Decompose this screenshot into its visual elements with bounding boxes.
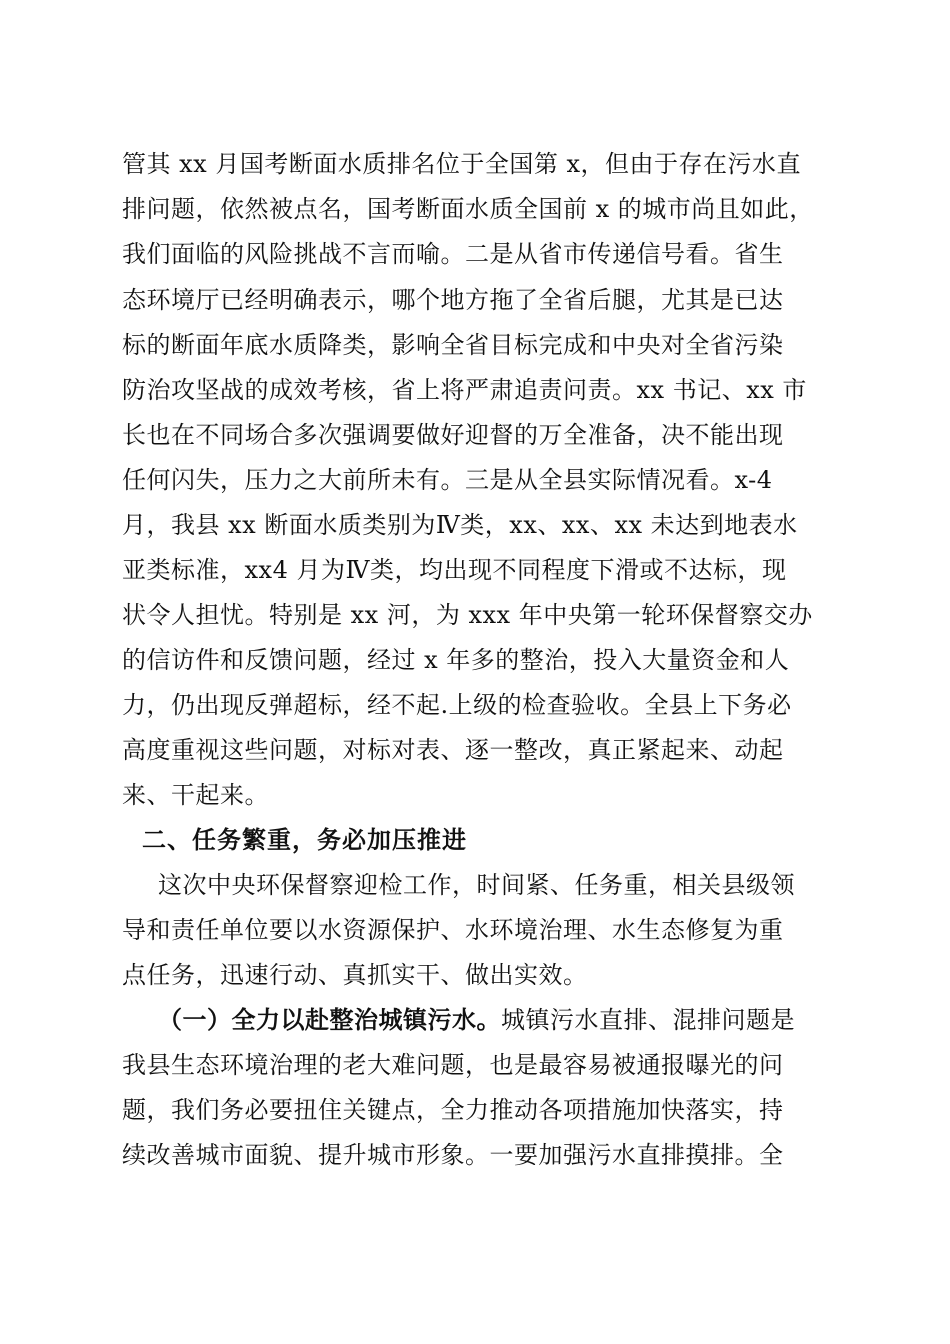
paragraph-line: 状令人担忧。特别是 xx 河，为 xxx 年中央第一轮环保督察交办 [122, 601, 813, 629]
paragraph-line: 我县生态环境治理的老大难问题，也是最容易被通报曝光的问 [122, 1051, 784, 1079]
paragraph-line: 点任务，迅速行动、真抓实干、做出实效。 [122, 961, 588, 989]
paragraph-line: 长也在不同场合多次强调要做好迎督的万全准备，决不能出现 [122, 421, 784, 449]
paragraph-line: 我们面临的风险挑战不言而喻。二是从省市传递信号看。省生 [122, 240, 784, 268]
paragraph-lead-heading: （一）全力以赴整治城镇污水。 [158, 1006, 501, 1034]
paragraph-line: 来、干起来。 [122, 781, 269, 809]
section-heading: 二、任务繁重，务必加压推进 [142, 826, 467, 854]
paragraph-line: 力，仍出现反弹超标，经不起.上级的检查验收。全县上下务必 [122, 691, 792, 719]
paragraph-line-rest: 城镇污水直排、混排问题是 [501, 1006, 795, 1034]
paragraph-line: 管其 xx 月国考断面水质排名位于全国第 x，但由于存在污水直 [122, 150, 801, 178]
paragraph-line: 防治攻坚战的成效考核，省上将严肃追责问责。xx 书记、xx 市 [122, 376, 807, 404]
paragraph-first-line [158, 1003, 795, 1037]
paragraph-line: 标的断面年底水质降类，影响全省目标完成和中央对全省污染 [122, 331, 784, 359]
paragraph-line: 这次中央环保督察迎检工作，时间紧、任务重，相关县级领 [158, 871, 795, 899]
paragraph-line: 导和责任单位要以水资源保护、水环境治理、水生态修复为重 [122, 916, 784, 944]
paragraph-line: 任何闪失，压力之大前所未有。三是从全县实际情况看。x-4 [122, 466, 773, 494]
paragraph-line: 高度重视这些问题，对标对表、逐一整改，真正紧起来、动起 [122, 736, 784, 764]
paragraph-line: 的信访件和反馈问题，经过 x 年多的整治，投入大量资金和人 [122, 646, 790, 674]
paragraph-line: 月，我县 xx 断面水质类别为Ⅳ类，xx、xx、xx 未达到地表水 [122, 511, 798, 539]
paragraph-line: 态环境厅已经明确表示，哪个地方拖了全省后腿，尤其是已达 [122, 286, 784, 314]
paragraph-line: 题，我们务必要扭住关键点，全力推动各项措施加快落实，持 [122, 1096, 784, 1124]
paragraph-line: 亚类标准，xx4 月为Ⅳ类，均出现不同程度下滑或不达标，现 [122, 556, 787, 584]
paragraph-line: 续改善城市面貌、提升城市形象。一要加强污水直排摸排。全 [122, 1141, 784, 1169]
paragraph-line: 排问题，依然被点名，国考断面水质全国前 x 的城市尚且如此， [122, 195, 814, 223]
